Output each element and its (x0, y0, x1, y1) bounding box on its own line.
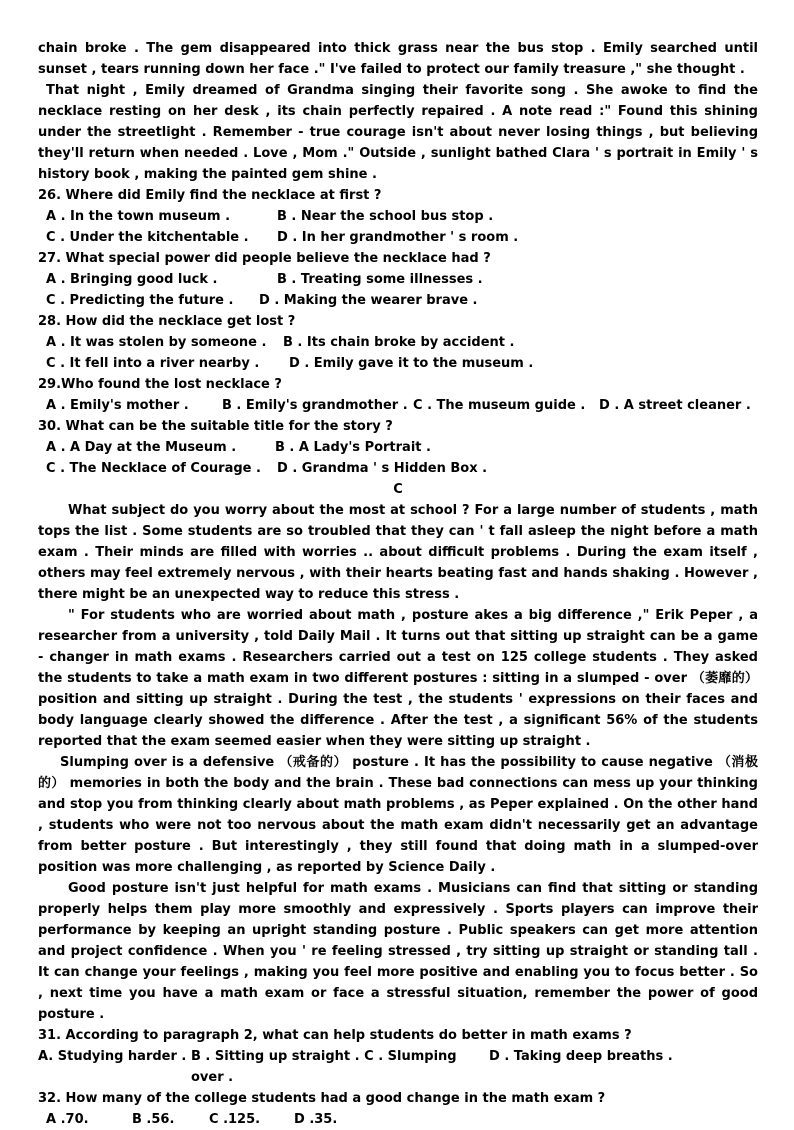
option-d: D . A street cleaner . (599, 398, 751, 413)
option-a: A .70. (46, 1112, 89, 1127)
option-d: D . Making the wearer brave . (259, 293, 478, 308)
question-30 (38, 416, 758, 479)
question-28 (38, 311, 758, 374)
option-c: C . The Necklace of Courage . (46, 461, 261, 476)
option-a: A . A Day at the Museum . (46, 440, 237, 455)
option-b: B . Treating some illnesses . (277, 272, 483, 287)
passage-paragraph-2: " For students who are worried about math , posture akes a big difference ," Erik Peper , a researcher from a university , told Daily Mail . It turns out that sitting up straight can be a game - changer in math exams . Researchers carried out a test on 125 college students . They asked the students to take a math exam in two different postures : sitting in a slumped - over （萎靡的） position and sitting up straight . During the test , the students ' expressions on their faces and body language clearly showed the difference . After the test , a significant 56% of the students reported that the exam seemed easier when they were sitting up straight . (38, 608, 758, 749)
question-text: 27. What special power did people believe the necklace had ? (38, 251, 491, 266)
option-b: B . A Lady's Portrait . (275, 440, 431, 455)
option-d: D . Emily gave it to the museum . (289, 356, 534, 371)
passage-paragraph-3: Slumping over is a defensive （戒备的） posture . It has the possibility to cause negative （消极的） memories in both the body and the brain . These bad connections can mess up your thinking and stop you from thinking clearly about math problems , as Peper explained . On the other hand , students who were not too nervous about the math exam didn't necessarily get an advantage from better posture . But interestingly , they still found that doing math in a slumped-over position was more challenging , as reported by Science Daily . (38, 755, 758, 875)
exam-page (38, 38, 758, 1130)
option-c: C . The museum guide . (413, 398, 586, 413)
option-a: A . In the town museum . (46, 209, 231, 224)
question-text: 29.Who found the lost necklace ? (38, 377, 282, 392)
option-c: C .125. (209, 1112, 261, 1127)
option-d: D . In her grandmother ' s room . (277, 230, 519, 245)
option-d: D . Grandma ' s Hidden Box . (277, 461, 488, 476)
question-text: 26. Where did Emily find the necklace at first ? (38, 188, 382, 203)
question-text: 32. How many of the college students had a good change in the math exam ? (38, 1091, 606, 1106)
question-text: 28. How did the necklace get lost ? (38, 314, 296, 329)
section-heading: C (393, 482, 403, 497)
question-text: 30. What can be the suitable title for the story ? (38, 419, 393, 434)
question-32 (38, 1088, 758, 1130)
question-27 (38, 248, 758, 311)
option-a: A. Studying harder . (38, 1049, 187, 1064)
option-bc: B . Sitting up straight . C . Slumping over . (191, 1049, 457, 1085)
question-29 (38, 374, 758, 416)
option-d: D .35. (294, 1112, 338, 1127)
question-text: 31. According to paragraph 2, what can help students do better in math exams ? (38, 1028, 632, 1043)
option-d: D . Taking deep breaths . (489, 1049, 673, 1064)
option-c: C . Under the kitchentable . (46, 230, 249, 245)
option-b: B . Near the school bus stop . (277, 209, 494, 224)
option-a: A . Bringing good luck . (46, 272, 218, 287)
option-a: A . It was stolen by someone . (46, 335, 267, 350)
story-paragraph-2: That night , Emily dreamed of Grandma singing their favorite song . She awoke to find the necklace resting on her desk , its chain perfectly repaired . A note read :" Found this shining under the streetlight . Remember - true courage isn't about never losing things , but believing they'll return when needed . Love , Mom ." Outside , sunlight bathed Clara ' s portrait in Emily ' s history book , making the painted gem shine . (38, 83, 758, 182)
option-c: C . Predicting the future . (46, 293, 234, 308)
story-paragraph-1: chain broke . The gem disappeared into thick grass near the bus stop . Emily searched until sunset , tears running down her face ." I've failed to protect our family treasure ," she thought . (38, 41, 758, 77)
option-b: B . Emily's grandmother . (222, 398, 408, 413)
option-a: A . Emily's mother . (46, 398, 189, 413)
option-c: C . It fell into a river nearby . (46, 356, 260, 371)
passage-paragraph-1: What subject do you worry about the most at school ? For a large number of students , math tops the list . Some students are so troubled that they can ' t fall asleep the night before a math exam . Their minds are filled with worries .. about difficult problems . During the exam itself , others may feel extremely nervous , with their hearts beating fast and hands shaking . However , there might be an unexpected way to reduce this stress . (38, 503, 758, 602)
question-31 (38, 1025, 758, 1088)
passage-paragraph-4: Good posture isn't just helpful for math exams . Musicians can find that sitting or standing properly helps them play more smoothly and expressively . Sports players can improve their performance by keeping an upright standing posture . Public speakers can get more attention and project confidence . When you ' re feeling stressed , try sitting up straight or standing tall . It can change your feelings , making you feel more positive and enabling you to focus better . So , next time you have a math exam or face a stressful situation, remember the power of good posture . (38, 881, 758, 1022)
option-b: B .56. (132, 1112, 175, 1127)
option-b: B . Its chain broke by accident . (283, 335, 515, 350)
question-26 (38, 185, 758, 248)
